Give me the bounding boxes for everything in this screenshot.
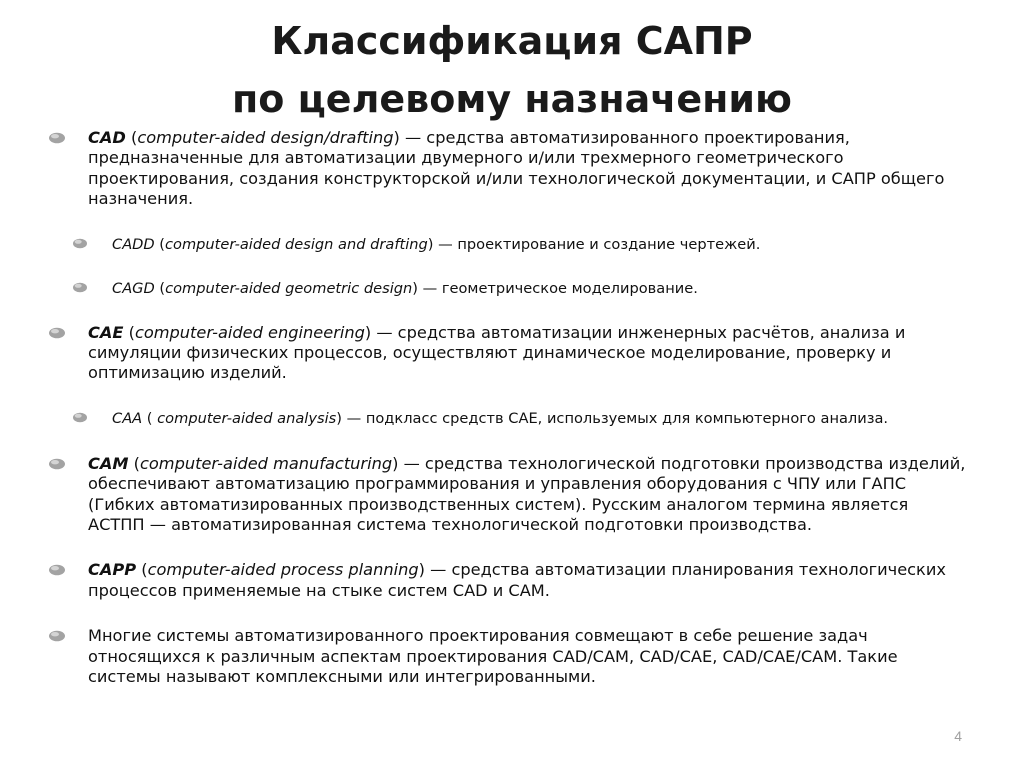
paren-open: ( [123,322,135,342]
sphere-bullet-icon [48,327,66,339]
item-description-summary: Многие системы автоматизированного проектирования совмещают в себе решение задач относящихся к различным аспектам проектирования CAD/CAM, CAD/CAE, CAD/CAE/CAM. Такие системы называют комплексными или интегрированными. [88,626,898,687]
list-item-cad [48,128,968,210]
term-expansion-cad: computer-aided design/drafting [137,128,394,147]
sphere-bullet-icon [48,458,66,470]
term-capp: CAPP [88,560,137,580]
item-description-caa: ) — подкласс средств CAE, используемых для компьютерного анализа. [336,409,889,427]
list-item-cagd [48,279,992,298]
sphere-bullet-icon [72,412,88,423]
term-cam: CAM [88,453,129,473]
sphere-bullet-icon [48,630,66,642]
paren-open: ( [125,128,138,147]
paren-open: ( [154,279,166,297]
list-item-cam [48,454,968,536]
item-description-cadd: ) — проектирование и создание чертежей. [427,235,761,253]
list-item-caa [48,409,992,428]
list-item-capp [48,560,968,601]
term-cadd: CADD [112,235,155,253]
bullet-list [48,128,988,688]
list-item-summary [48,626,968,687]
term-expansion-cagd: computer-aided geometric design [165,279,413,297]
title-line-1: Классификация САПР [271,19,753,63]
item-description-cagd: ) — геометрическое моделирование. [412,279,698,297]
title-line-2: по целевому назначению [232,77,792,121]
slide-title [0,12,1024,128]
term-caa: CAA [112,409,143,427]
sphere-bullet-icon [48,132,66,144]
term-cad: CAD [88,128,126,147]
term-cae: CAE [88,322,124,342]
sphere-bullet-icon [72,238,88,249]
item-description-cad: ) — средства автоматизированного проектирования, предназначенные для автоматизации двумерного и/или трехмерного геометрического проектирования, создания конструкторской и/или технологической документации, и САПР общего назначения. [88,128,945,209]
sphere-bullet-icon [72,282,88,293]
term-expansion-caa: computer-aided analysis [157,409,337,427]
paren-open: ( [128,453,140,473]
item-description-cae: ) — средства автоматизации инженерных расчётов, анализа и симуляции физических процессов, осуществляют динамическое моделирование, проверку и оптимизацию изделий. [88,322,906,383]
term-expansion-cam: computer-aided manufacturing [140,453,393,473]
list-item-cadd [48,235,992,254]
term-cagd: CAGD [112,279,155,297]
item-description-cam: ) — средства технологической подготовки производства изделий, обеспечивают автоматизацию программирования и управления оборудования с ЧПУ или ГАПС (Гибких автоматизированных производственных систем). Русским аналогом термина является АСТПП — автоматизированная система технологической подготовки производства. [88,453,966,535]
term-expansion-cadd: computer-aided design and drafting [165,235,428,253]
paren-open: ( [136,560,148,580]
item-description-capp: ) — средства автоматизации планирования технологических процессов применяемые на стыке систем CAD и CAM. [88,560,946,600]
paren-open: ( [142,409,158,427]
term-expansion-capp: computer-aided process planning [147,560,419,580]
page-number: 4 [954,728,962,744]
paren-open: ( [154,235,165,253]
term-expansion-cae: computer-aided engineering [134,322,365,342]
list-item-cae [48,323,968,384]
sphere-bullet-icon [48,564,66,576]
